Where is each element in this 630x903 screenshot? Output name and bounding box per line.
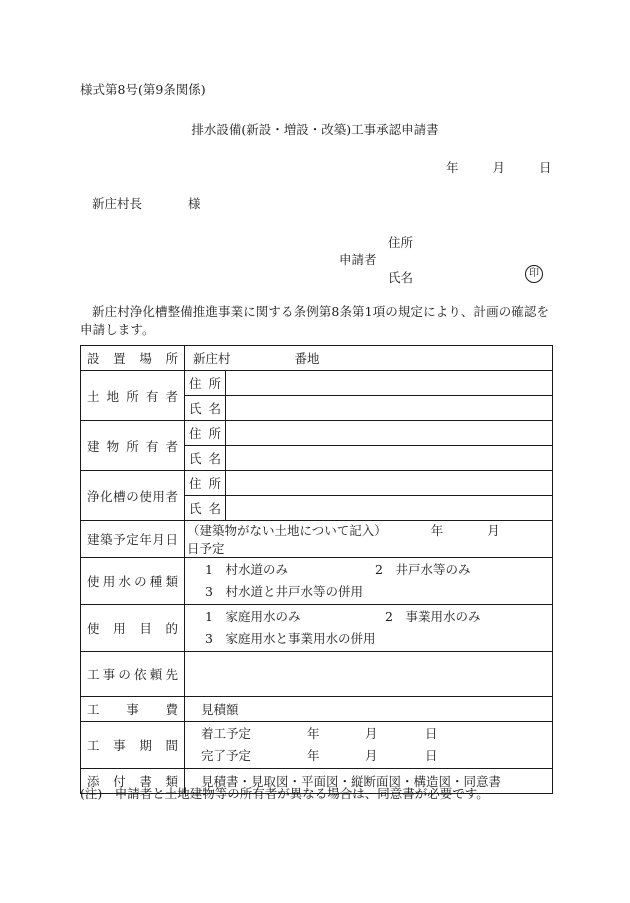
installation-site-label <box>81 346 185 371</box>
water-type-option-3: 3 村水道と井戸水等の併用 <box>205 584 363 599</box>
date-year-label: 年 <box>446 160 459 175</box>
water-type-label <box>81 558 185 605</box>
land-owner-name-label-text: 氏 名 <box>189 401 221 416</box>
period-value <box>185 722 553 769</box>
cost-label <box>81 697 185 722</box>
water-type-label-text: 使 用 水 の 種 類 <box>87 574 178 589</box>
cost-value: 見積額 <box>185 697 553 722</box>
row-installation-site <box>81 346 553 371</box>
septic-user-label-text: 浄 化 槽 の 使 用 者 <box>87 488 178 504</box>
row-water-type <box>81 558 553 605</box>
contractor-value <box>185 652 553 697</box>
land-owner-name-value <box>226 396 553 421</box>
water-type-option-2: 2 井戸水等のみ <box>375 562 471 577</box>
building-owner-label-text: 建 物 所 有 者 <box>87 438 178 454</box>
septic-user-address-label <box>185 471 226 496</box>
water-type-option-1: 1 村水道のみ <box>205 562 288 577</box>
land-owner-label-text: 土 地 所 有 者 <box>87 388 178 404</box>
purpose-option-2: 2 事業用水のみ <box>385 609 481 624</box>
build-date-note: （建築物がない土地について記入） <box>187 523 387 538</box>
form-number: 様式第8号(第9条関係) <box>80 82 206 97</box>
row-land-owner-address <box>81 371 553 396</box>
period-end-year: 年 <box>307 748 320 763</box>
period-end-day: 日 <box>425 748 438 763</box>
land-owner-address-label <box>185 371 226 396</box>
addressee-name: 新庄村長 <box>92 196 143 211</box>
build-date-label <box>81 521 185 558</box>
row-period <box>81 722 553 769</box>
land-owner-address-label-text: 住 所 <box>189 376 221 391</box>
building-owner-address-value <box>226 421 553 446</box>
building-owner-address-label <box>185 421 226 446</box>
period-label <box>81 722 185 769</box>
date-line <box>446 158 551 176</box>
row-cost <box>81 697 553 722</box>
contractor-label <box>81 652 185 697</box>
addressee-honorific: 様 <box>188 196 201 211</box>
row-contractor <box>81 652 553 697</box>
application-form-table <box>80 345 553 794</box>
row-purpose <box>81 605 553 652</box>
septic-user-label <box>81 471 185 521</box>
contractor-label-text: 工 事 の 依 頼 先 <box>87 667 178 682</box>
purpose-option-3: 3 家庭用水と事業用水の併用 <box>205 631 376 646</box>
installation-site-label-text: 設 置 場 所 <box>87 351 178 366</box>
building-owner-address-label-text: 住 所 <box>189 426 221 441</box>
row-build-date <box>81 521 553 558</box>
septic-user-address-value <box>226 471 553 496</box>
septic-user-name-label <box>185 496 226 521</box>
period-start-year: 年 <box>307 726 320 741</box>
build-date-value <box>185 521 553 558</box>
septic-user-address-label-text: 住 所 <box>189 476 221 491</box>
period-start-month: 月 <box>365 726 378 741</box>
build-date-year: 年 <box>430 523 444 538</box>
applicant-name-label: 氏名 <box>388 270 414 285</box>
building-owner-label <box>81 421 185 471</box>
document-title: 排水設備(新設・増設・改築)工事承認申請書 <box>191 122 439 137</box>
land-owner-name-label <box>185 396 226 421</box>
attachments-value: 見積書・見取図・平面図・縦断面図・構造図・同意書 <box>185 769 553 794</box>
installation-site-prefix: 新庄村 <box>193 351 231 366</box>
period-end-label: 完了予定 <box>201 748 252 763</box>
build-date-label-text: 建 築 予 定 年 月 日 <box>87 532 178 547</box>
installation-site-value <box>185 346 553 371</box>
purpose-option-1: 1 家庭用水のみ <box>205 609 301 624</box>
seal-mark: 印 <box>525 265 543 283</box>
building-owner-name-label-text: 氏 名 <box>189 451 221 466</box>
date-day-label: 日 <box>538 160 552 175</box>
period-start-label: 着工予定 <box>201 726 252 741</box>
purpose-options <box>185 605 553 652</box>
septic-user-name-value <box>226 496 553 521</box>
period-end-month: 月 <box>365 748 378 763</box>
building-owner-name-label <box>185 446 226 471</box>
date-month-label: 月 <box>492 160 505 175</box>
purpose-label <box>81 605 185 652</box>
build-date-month: 月 <box>487 523 500 538</box>
installation-site-suffix: 番地 <box>294 351 320 366</box>
body-text: 新庄村浄化槽整備推進事業に関する条例第8条第1項の規定により、計画の確認を申請します。 <box>80 304 550 337</box>
row-septic-user-address <box>81 471 553 496</box>
attachments-label-text: 添 付 書 類 <box>87 774 178 789</box>
applicant-address-label: 住所 <box>388 235 414 250</box>
build-date-day: 日予定 <box>187 541 225 556</box>
land-owner-label <box>81 371 185 421</box>
building-owner-name-value <box>226 446 553 471</box>
footnote: (注) 申請者と土地建物等の所有者が異なる場合は、同意書が必要です。 <box>80 786 489 801</box>
period-label-text: 工 事 期 間 <box>87 738 178 753</box>
period-start-day: 日 <box>425 726 438 741</box>
row-building-owner-address <box>81 421 553 446</box>
applicant-label: 申請者 <box>339 252 377 267</box>
cost-label-text: 工 事 費 <box>87 702 178 717</box>
water-type-options <box>185 558 553 605</box>
land-owner-address-value <box>226 371 553 396</box>
addressee <box>92 194 201 212</box>
purpose-label-text: 使 用 目 的 <box>87 621 178 636</box>
septic-user-name-label-text: 氏 名 <box>189 501 221 516</box>
